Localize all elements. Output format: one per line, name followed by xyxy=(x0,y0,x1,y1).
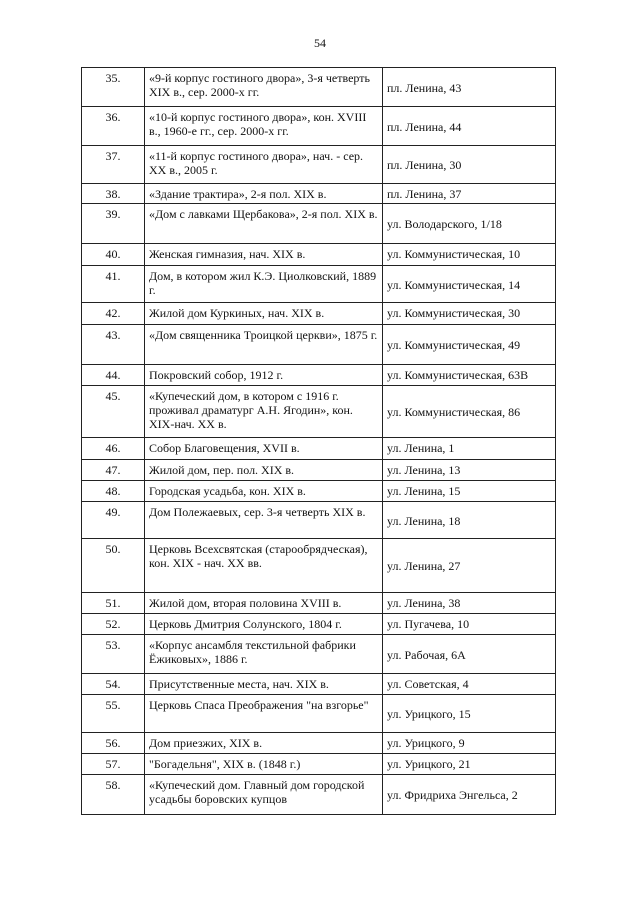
row-number: 41. xyxy=(82,266,145,303)
object-address: ул. Коммунистическая, 86 xyxy=(383,386,556,438)
row-number: 42. xyxy=(82,303,145,325)
object-name: Жилой дом, вторая половина XVIII в. xyxy=(145,593,383,614)
row-number: 36. xyxy=(82,107,145,146)
table-row xyxy=(82,460,556,481)
row-number: 40. xyxy=(82,244,145,266)
row-number: 35. xyxy=(82,68,145,107)
table-row xyxy=(82,325,556,365)
object-address: ул. Коммунистическая, 49 xyxy=(383,325,556,365)
object-address: ул. Коммунистическая, 10 xyxy=(383,244,556,266)
object-address: ул. Коммунистическая, 30 xyxy=(383,303,556,325)
object-address: ул. Советская, 4 xyxy=(383,674,556,695)
table-row xyxy=(82,266,556,303)
object-name: Жилой дом Куркиных, нач. XIX в. xyxy=(145,303,383,325)
object-address: ул. Ленина, 15 xyxy=(383,481,556,502)
row-number: 57. xyxy=(82,754,145,775)
table-row xyxy=(82,481,556,502)
object-name: «11-й корпус гостиного двора», нач. - сер. XX в., 2005 г. xyxy=(145,146,383,184)
table-row xyxy=(82,695,556,733)
object-address: ул. Ленина, 18 xyxy=(383,502,556,539)
object-address: ул. Пугачева, 10 xyxy=(383,614,556,635)
object-name: Церковь Дмитрия Солунского, 1804 г. xyxy=(145,614,383,635)
object-name: «Купеческий дом, в котором с 1916 г. проживал драматург А.Н. Ягодин», кон. XIX-нач. XX в. xyxy=(145,386,383,438)
object-address: ул. Урицкого, 9 xyxy=(383,733,556,754)
object-name: «Купеческий дом. Главный дом городской усадьбы боровских купцов xyxy=(145,775,383,815)
table-row xyxy=(82,107,556,146)
row-number: 58. xyxy=(82,775,145,815)
object-name: Жилой дом, пер. пол. XIX в. xyxy=(145,460,383,481)
table-row xyxy=(82,502,556,539)
object-name: Городская усадьба, кон. XIX в. xyxy=(145,481,383,502)
table-row xyxy=(82,754,556,775)
object-name: Женская гимназия, нач. XIX в. xyxy=(145,244,383,266)
object-address: ул. Коммунистическая, 14 xyxy=(383,266,556,303)
table-row xyxy=(82,204,556,244)
object-address: ул. Фридриха Энгельса, 2 xyxy=(383,775,556,815)
row-number: 52. xyxy=(82,614,145,635)
row-number: 46. xyxy=(82,438,145,460)
object-name: «Корпус ансамбля текстильной фабрики Ёжиковых», 1886 г. xyxy=(145,635,383,674)
row-number: 50. xyxy=(82,539,145,593)
object-address: ул. Ленина, 1 xyxy=(383,438,556,460)
object-address: пл. Ленина, 37 xyxy=(383,184,556,204)
row-number: 56. xyxy=(82,733,145,754)
table-row xyxy=(82,635,556,674)
row-number: 47. xyxy=(82,460,145,481)
row-number: 44. xyxy=(82,365,145,386)
heritage-objects-table xyxy=(81,67,556,815)
table-row xyxy=(82,539,556,593)
table-row xyxy=(82,184,556,204)
table-row xyxy=(82,146,556,184)
row-number: 37. xyxy=(82,146,145,184)
row-number: 45. xyxy=(82,386,145,438)
object-name: «10-й корпус гостиного двора», кон. XVIII в., 1960-е гг., сер. 2000-х гг. xyxy=(145,107,383,146)
object-name: «Дом с лавками Щербакова», 2-я пол. XIX в. xyxy=(145,204,383,244)
object-address: ул. Урицкого, 21 xyxy=(383,754,556,775)
row-number: 51. xyxy=(82,593,145,614)
table-row xyxy=(82,386,556,438)
row-number: 43. xyxy=(82,325,145,365)
object-name: «Здание трактира», 2-я пол. XIX в. xyxy=(145,184,383,204)
object-name: «9-й корпус гостиного двора», 3-я четверть XIX в., сер. 2000-х гг. xyxy=(145,68,383,107)
object-name: «Дом священника Троицкой церкви», 1875 г. xyxy=(145,325,383,365)
table-row xyxy=(82,733,556,754)
row-number: 38. xyxy=(82,184,145,204)
table-row xyxy=(82,775,556,815)
object-name: Собор Благовещения, XVII в. xyxy=(145,438,383,460)
object-address: ул. Ленина, 13 xyxy=(383,460,556,481)
object-name: Церковь Всехсвятская (старообрядческая), кон. XIX - нач. XX вв. xyxy=(145,539,383,593)
object-address: ул. Ленина, 38 xyxy=(383,593,556,614)
object-address: пл. Ленина, 30 xyxy=(383,146,556,184)
object-address: пл. Ленина, 43 xyxy=(383,68,556,107)
row-number: 48. xyxy=(82,481,145,502)
table-row xyxy=(82,244,556,266)
object-address: ул. Урицкого, 15 xyxy=(383,695,556,733)
object-address: ул. Коммунистическая, 63В xyxy=(383,365,556,386)
object-address: ул. Володарского, 1/18 xyxy=(383,204,556,244)
table-row xyxy=(82,593,556,614)
object-name: Дом, в котором жил К.Э. Циолковский, 1889 г. xyxy=(145,266,383,303)
table-row xyxy=(82,303,556,325)
table-row xyxy=(82,68,556,107)
object-name: Присутственные места, нач. XIX в. xyxy=(145,674,383,695)
table-row xyxy=(82,674,556,695)
row-number: 55. xyxy=(82,695,145,733)
object-name: "Богадельня", XIX в. (1848 г.) xyxy=(145,754,383,775)
object-address: ул. Рабочая, 6А xyxy=(383,635,556,674)
object-name: Церковь Спаса Преображения "на взгорье" xyxy=(145,695,383,733)
object-name: Покровский собор, 1912 г. xyxy=(145,365,383,386)
object-address: ул. Ленина, 27 xyxy=(383,539,556,593)
table-row xyxy=(82,614,556,635)
table-row xyxy=(82,438,556,460)
row-number: 49. xyxy=(82,502,145,539)
object-name: Дом Полежаевых, сер. 3-я четверть XIX в. xyxy=(145,502,383,539)
object-name: Дом приезжих, XIX в. xyxy=(145,733,383,754)
object-address: пл. Ленина, 44 xyxy=(383,107,556,146)
row-number: 39. xyxy=(82,204,145,244)
row-number: 54. xyxy=(82,674,145,695)
table-row xyxy=(82,365,556,386)
row-number: 53. xyxy=(82,635,145,674)
page-number: 54 xyxy=(314,36,326,50)
table-body xyxy=(82,68,556,815)
